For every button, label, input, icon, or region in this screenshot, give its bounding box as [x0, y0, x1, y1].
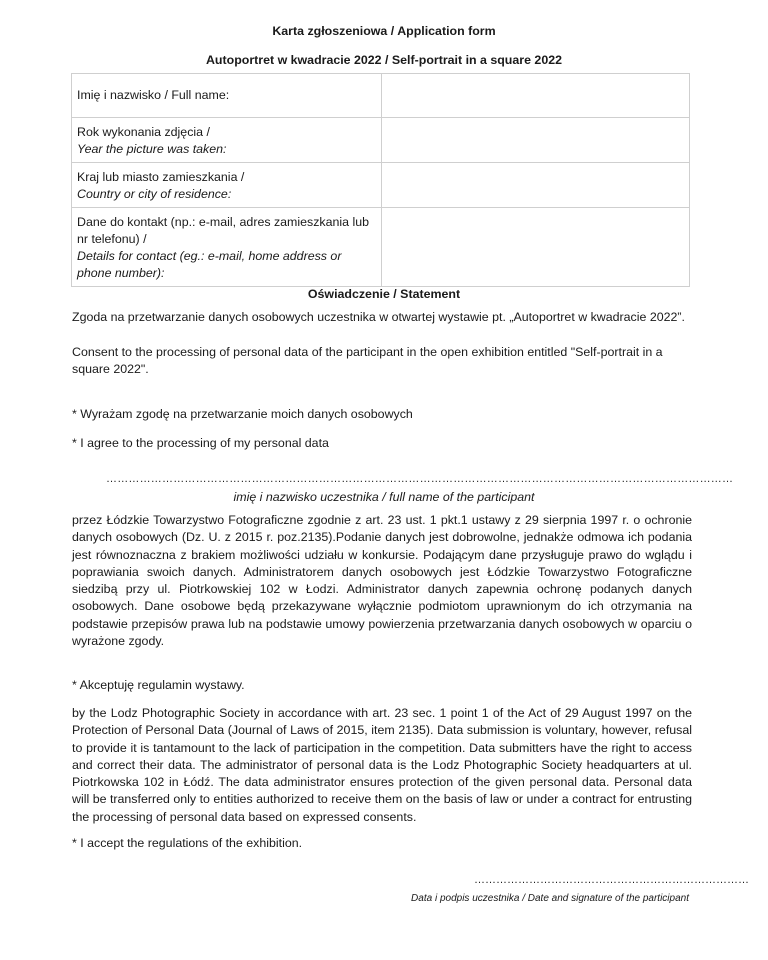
- year-field[interactable]: [382, 118, 690, 163]
- agree-checkbox-en[interactable]: * I agree to the processing of my personal data: [72, 436, 329, 450]
- form-title: Karta zgłoszeniowa / Application form: [272, 24, 496, 38]
- residence-field[interactable]: [382, 163, 690, 208]
- label-text-pl: Rok wykonania zdjęcia /: [77, 125, 210, 139]
- label-residence: [72, 163, 382, 208]
- label-year: [72, 118, 382, 163]
- full-name-field[interactable]: [382, 74, 690, 118]
- application-table: [71, 73, 690, 287]
- signature-line[interactable]: …………………………………………………………………: [474, 874, 749, 886]
- label-text-en: Country or city of residence:: [77, 187, 232, 201]
- label-text-pl: Dane do kontakt (np.: e-mail, adres zamieszkania lub nr telefonu) /: [77, 215, 370, 246]
- contact-field[interactable]: [382, 208, 690, 287]
- label-text-pl: Imię i nazwisko / Full name:: [77, 88, 230, 102]
- table-row: [72, 74, 690, 118]
- label-text-en: Year the picture was taken:: [77, 142, 227, 156]
- table-row: [72, 208, 690, 287]
- table-row: [72, 163, 690, 208]
- participant-name-caption: imię i nazwisko uczestnika / full name of the participant: [233, 490, 535, 504]
- gdpr-clause-en: by the Lodz Photographic Society in accordance with art. 23 sec. 1 point 1 of the Act of 29 August 1997 on the Protection of Personal Data (Journal of Laws of 2015, item 2135). Data submission is voluntary, however, refusal to provide it is tantamount to the lack of participation in the competition. Data submitters have the right to access and correct their data. The administrator of personal data is the Lodz Photographic Society headquarters at ul. Piotrkowska 102 in Łódź. The data administrator ensures protection of the given personal data. Personal data will be transferred only to entities authorized to receive them on the basis of law or under a contract for entrusting the processing of personal data based on expressed consents.: [72, 706, 692, 824]
- date-signature-caption: Data i podpis uczestnika / Date and signature of the participant: [411, 893, 689, 904]
- label-text-en: Details for contact (eg.: e-mail, home address or phone number):: [77, 249, 342, 280]
- statement-heading: Oświadczenie / Statement: [307, 287, 461, 301]
- consent-text-en: Consent to the processing of personal data of the participant in the open exhibition entitled "Self-portrait in a square 2022".: [72, 345, 663, 377]
- form-subtitle: Autoportret w kwadracie 2022 / Self-portrait in a square 2022: [205, 53, 562, 67]
- table-row: [72, 118, 690, 163]
- label-contact: [72, 208, 382, 287]
- participant-name-line[interactable]: ……………………………………………………………………………………………………………………………………………………: [106, 473, 734, 485]
- accept-regulations-pl[interactable]: * Akceptuję regulamin wystawy.: [72, 678, 245, 692]
- agree-checkbox-pl[interactable]: * Wyrażam zgodę na przetwarzanie moich danych osobowych: [72, 407, 413, 421]
- label-full-name: [72, 74, 382, 118]
- consent-text-pl: Zgoda na przetwarzanie danych osobowych uczestnika w otwartej wystawie pt. „Autoportret w kwadracie 2022”.: [72, 310, 685, 324]
- gdpr-clause-pl: przez Łódzkie Towarzystwo Fotograficzne zgodnie z art. 23 ust. 1 pkt.1 ustawy z 29 sierpnia 1997 r. o ochronie danych osobowych (Dz. U. z 2015 r. poz.2135).Podanie danych jest dobrowolne, jednakże odmowa ich podania jest równoznaczna z brakiem możliwości udziału w konkursie. Podającym dane przysługuje prawo do wglądu i poprawiania swoich danych. Administratorem danych osobowych jest Łódzkie Towarzystwo Fotograficzne siedzibą przy ul. Piotrkowskiej 102 w Łodzi. Administrator danych zapewnia ochronę podanych danych osobowych. Dane osobowe będą przekazywane wyłącznie podmiotom uprawnionym do ich otrzymania na podstawie przepisów prawa lub na podstawie umowy powierzenia przetwarzania danych osobowych w oparciu o wyrażone zgody.: [72, 513, 692, 649]
- label-text-pl: Kraj lub miasto zamieszkania /: [77, 170, 245, 184]
- accept-regulations-en[interactable]: * I accept the regulations of the exhibition.: [72, 836, 303, 850]
